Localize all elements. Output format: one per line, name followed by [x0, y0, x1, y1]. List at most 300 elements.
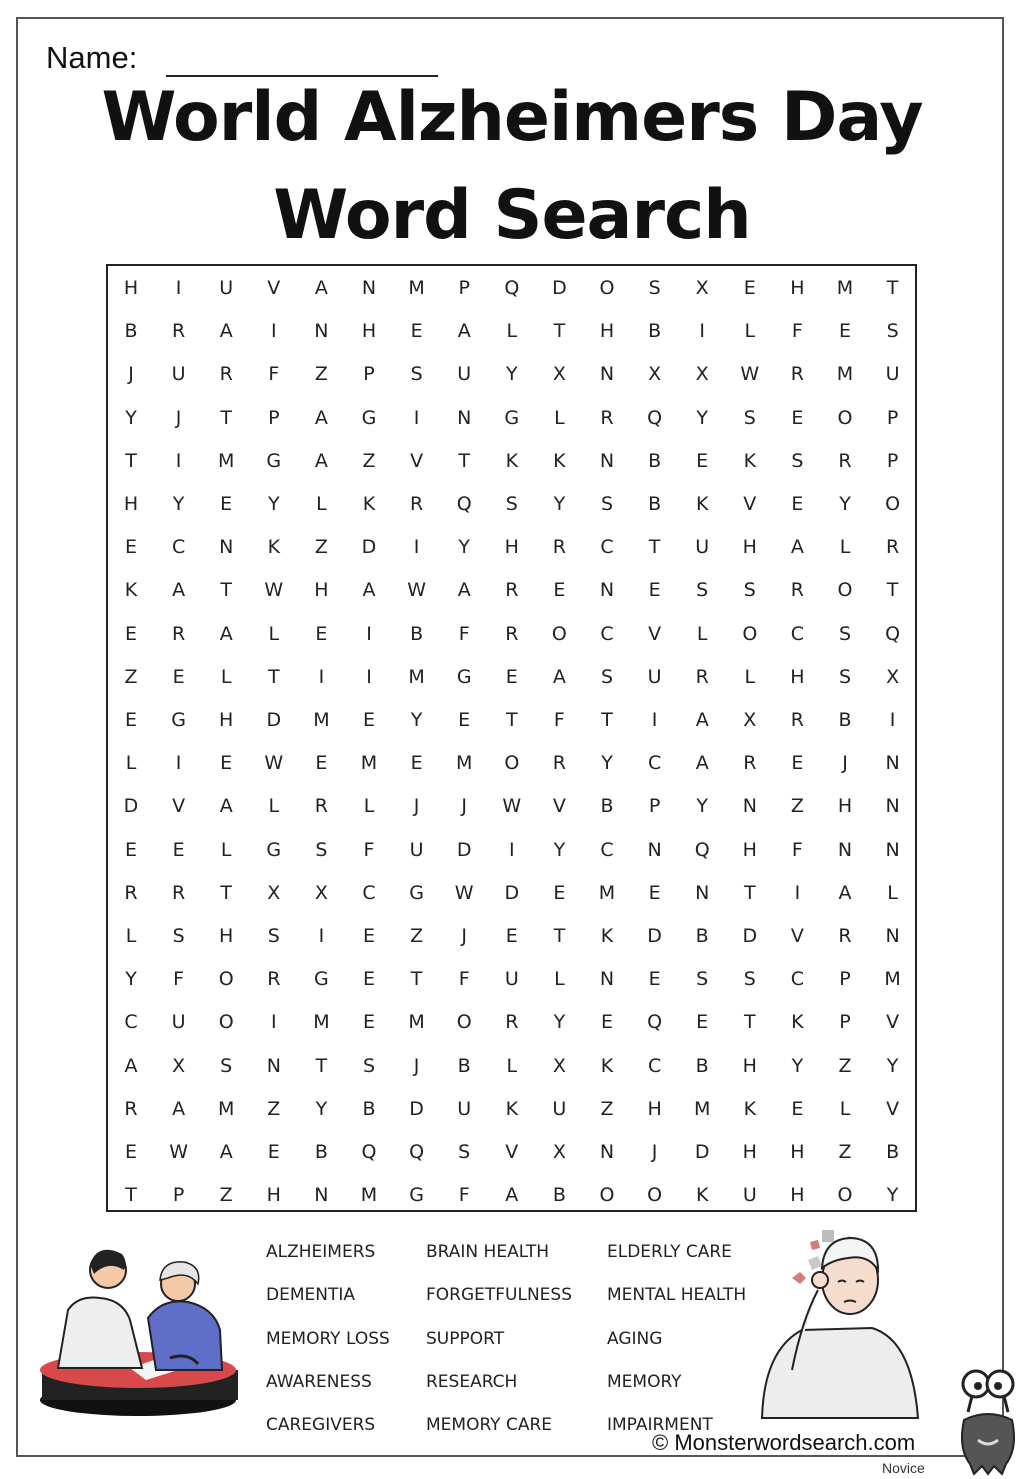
grid-letter[interactable]: Q — [885, 622, 901, 645]
grid-letter[interactable]: P — [268, 406, 280, 429]
grid-letter[interactable]: H — [790, 1184, 805, 1207]
grid-letter[interactable]: B — [886, 1141, 900, 1163]
grid-letter[interactable]: T — [125, 1184, 137, 1207]
grid-letter[interactable]: C — [600, 838, 614, 861]
grid-letter[interactable]: N — [266, 1054, 281, 1077]
grid-letter[interactable]: U — [171, 363, 186, 386]
grid-letter[interactable]: G — [361, 406, 377, 429]
grid-letter[interactable]: P — [886, 406, 899, 429]
grid-letter[interactable]: F — [791, 320, 803, 343]
grid-letter[interactable]: E — [362, 925, 375, 947]
grid-letter[interactable]: Y — [696, 795, 708, 818]
grid-letter[interactable]: B — [695, 1054, 709, 1077]
grid-letter[interactable]: N — [885, 752, 900, 775]
name-input-line[interactable] — [166, 75, 438, 77]
grid-letter[interactable]: I — [366, 622, 372, 645]
grid-letter[interactable]: S — [458, 1141, 471, 1163]
grid-letter[interactable]: H — [123, 493, 139, 515]
grid-letter[interactable]: W — [264, 579, 284, 602]
grid-letter[interactable]: S — [505, 493, 518, 515]
grid-letter[interactable]: V — [886, 1011, 900, 1034]
grid-letter[interactable]: W — [740, 363, 760, 386]
grid-letter[interactable]: E — [696, 449, 709, 472]
grid-letter[interactable]: S — [743, 968, 756, 991]
grid-letter[interactable]: S — [172, 925, 185, 947]
grid-letter[interactable]: T — [743, 1011, 756, 1034]
grid-letter[interactable]: S — [410, 363, 423, 386]
grid-letter[interactable]: R — [505, 579, 519, 602]
grid-letter[interactable]: H — [266, 1184, 281, 1207]
grid-letter[interactable]: T — [601, 709, 613, 731]
grid-letter[interactable]: C — [647, 752, 662, 775]
grid-letter[interactable]: O — [551, 622, 567, 645]
grid-letter[interactable]: D — [123, 795, 139, 818]
grid-letter[interactable]: E — [220, 493, 233, 515]
grid-letter[interactable]: Y — [553, 838, 566, 861]
grid-letter[interactable]: A — [314, 277, 328, 299]
grid-letter[interactable]: K — [505, 1097, 519, 1120]
grid-letter[interactable]: V — [886, 1097, 900, 1120]
grid-letter[interactable]: K — [791, 1011, 804, 1034]
grid-letter[interactable]: H — [361, 320, 377, 343]
grid-letter[interactable]: K — [600, 925, 614, 947]
grid-letter[interactable]: Z — [838, 1054, 852, 1077]
grid-letter[interactable]: H — [314, 579, 329, 602]
grid-letter[interactable]: N — [599, 449, 615, 472]
grid-letter[interactable]: E — [600, 1011, 613, 1034]
grid-letter[interactable]: D — [742, 925, 758, 947]
grid-letter[interactable]: M — [455, 752, 473, 775]
grid-letter[interactable]: E — [791, 752, 804, 775]
grid-letter[interactable]: K — [124, 579, 138, 602]
grid-letter[interactable]: O — [218, 1011, 234, 1034]
grid-letter[interactable]: T — [648, 536, 661, 559]
grid-letter[interactable]: E — [172, 665, 185, 688]
grid-letter[interactable]: L — [839, 536, 851, 559]
grid-letter[interactable]: Y — [267, 493, 280, 515]
grid-letter[interactable]: Y — [886, 1184, 899, 1207]
grid-letter[interactable]: X — [695, 363, 709, 386]
grid-letter[interactable]: Z — [314, 363, 328, 386]
grid-letter[interactable]: Q — [647, 406, 663, 429]
grid-letter[interactable]: L — [554, 406, 565, 429]
grid-letter[interactable]: Y — [125, 968, 137, 991]
grid-letter[interactable]: C — [362, 881, 376, 904]
grid-letter[interactable]: N — [647, 838, 662, 861]
grid-letter[interactable]: S — [267, 925, 280, 947]
grid-letter[interactable]: E — [553, 881, 566, 904]
grid-letter[interactable]: S — [743, 579, 756, 602]
grid-letter[interactable]: N — [837, 838, 853, 861]
grid-letter[interactable]: A — [505, 1184, 519, 1207]
grid-letter[interactable]: Q — [361, 1141, 377, 1163]
grid-letter[interactable]: U — [742, 1184, 757, 1207]
grid-letter[interactable]: I — [270, 320, 277, 343]
grid-letter[interactable]: Y — [553, 493, 566, 515]
grid-letter[interactable]: R — [790, 363, 804, 386]
grid-letter[interactable]: F — [173, 968, 185, 991]
grid-letter[interactable]: H — [504, 536, 519, 559]
grid-letter[interactable]: A — [457, 579, 471, 602]
grid-letter[interactable]: M — [313, 1011, 330, 1034]
grid-letter[interactable]: A — [172, 1097, 186, 1120]
grid-letter[interactable]: Y — [839, 493, 851, 515]
grid-letter[interactable]: S — [600, 493, 614, 515]
grid-letter[interactable]: Y — [125, 406, 137, 429]
grid-letter[interactable]: Y — [315, 1097, 328, 1120]
grid-letter[interactable]: I — [175, 449, 182, 472]
grid-letter[interactable]: O — [647, 1184, 663, 1207]
grid-letter[interactable]: J — [175, 406, 182, 429]
grid-letter[interactable]: B — [552, 1184, 566, 1207]
grid-letter[interactable]: X — [552, 363, 566, 386]
grid-letter[interactable]: N — [361, 277, 377, 299]
grid-letter[interactable]: T — [220, 881, 232, 904]
grid-letter[interactable]: S — [600, 665, 614, 688]
grid-letter[interactable]: L — [220, 838, 232, 861]
grid-letter[interactable]: T — [553, 320, 566, 343]
grid-letter[interactable]: R — [505, 622, 519, 645]
grid-letter[interactable]: B — [838, 709, 852, 731]
grid-letter[interactable]: F — [553, 709, 565, 731]
grid-letter[interactable]: R — [314, 795, 328, 818]
grid-letter[interactable]: I — [270, 1011, 277, 1034]
grid-letter[interactable]: U — [219, 277, 234, 299]
grid-letter[interactable]: Z — [124, 665, 138, 688]
grid-letter[interactable]: A — [172, 579, 186, 602]
grid-letter[interactable]: R — [505, 1011, 519, 1034]
grid-letter[interactable]: I — [508, 838, 515, 861]
grid-letter[interactable]: R — [790, 709, 804, 731]
grid-letter[interactable]: J — [651, 1141, 658, 1163]
grid-letter[interactable]: K — [362, 493, 376, 515]
grid-letter[interactable]: M — [693, 1097, 711, 1120]
grid-letter[interactable]: L — [506, 1054, 518, 1077]
grid-letter[interactable]: M — [884, 968, 901, 991]
grid-letter[interactable]: N — [599, 579, 615, 602]
grid-letter[interactable]: Y — [172, 493, 185, 515]
grid-letter[interactable]: Q — [456, 493, 472, 515]
grid-letter[interactable]: R — [790, 579, 804, 602]
grid-letter[interactable]: S — [362, 1054, 376, 1077]
grid-letter[interactable]: P — [839, 968, 851, 991]
grid-letter[interactable]: K — [743, 449, 757, 472]
grid-letter[interactable]: C — [647, 1054, 662, 1077]
grid-letter[interactable]: O — [837, 1184, 853, 1207]
grid-letter[interactable]: G — [314, 968, 329, 991]
grid-letter[interactable]: N — [695, 881, 710, 904]
grid-letter[interactable]: U — [552, 1097, 567, 1120]
grid-letter[interactable]: H — [837, 795, 853, 818]
grid-letter[interactable]: O — [742, 622, 758, 645]
grid-letter[interactable]: E — [124, 536, 137, 559]
grid-letter[interactable]: T — [125, 449, 137, 472]
grid-letter[interactable]: W — [454, 881, 474, 904]
grid-letter[interactable]: B — [124, 320, 138, 343]
grid-letter[interactable]: E — [124, 1141, 137, 1163]
grid-letter[interactable]: Y — [791, 1054, 804, 1077]
grid-letter[interactable]: Z — [314, 536, 328, 559]
grid-letter[interactable]: E — [648, 881, 661, 904]
grid-letter[interactable]: R — [171, 622, 186, 645]
grid-letter[interactable]: M — [836, 277, 854, 299]
grid-letter[interactable]: M — [217, 1097, 235, 1120]
grid-letter[interactable]: F — [458, 1184, 470, 1207]
grid-letter[interactable]: E — [505, 925, 518, 947]
grid-letter[interactable]: M — [408, 1011, 425, 1034]
grid-letter[interactable]: U — [647, 665, 662, 688]
grid-letter[interactable]: E — [410, 752, 423, 775]
grid-letter[interactable]: R — [124, 1097, 138, 1120]
grid-letter[interactable]: L — [839, 1097, 851, 1120]
grid-letter[interactable]: Z — [838, 1141, 852, 1163]
grid-letter[interactable]: E — [838, 320, 851, 343]
grid-letter[interactable]: A — [790, 536, 804, 559]
grid-letter[interactable]: B — [648, 449, 662, 472]
grid-letter[interactable]: I — [794, 881, 801, 904]
grid-letter[interactable]: K — [695, 1184, 709, 1207]
grid-letter[interactable]: B — [362, 1097, 376, 1120]
grid-letter[interactable]: A — [457, 320, 471, 343]
grid-letter[interactable]: S — [696, 968, 709, 991]
grid-letter[interactable]: Z — [410, 925, 424, 947]
grid-letter[interactable]: T — [505, 709, 518, 731]
grid-letter[interactable]: E — [172, 838, 185, 861]
grid-letter[interactable]: I — [318, 665, 325, 688]
grid-letter[interactable]: H — [599, 320, 615, 343]
grid-letter[interactable]: U — [457, 1097, 472, 1120]
grid-letter[interactable]: L — [744, 665, 756, 688]
grid-letter[interactable]: U — [171, 1011, 186, 1034]
grid-letter[interactable]: O — [456, 1011, 472, 1034]
grid-letter[interactable]: G — [456, 665, 472, 688]
grid-letter[interactable]: B — [457, 1054, 471, 1077]
grid-letter[interactable]: Y — [505, 363, 518, 386]
grid-letter[interactable]: P — [648, 795, 661, 818]
grid-letter[interactable]: X — [743, 709, 757, 731]
grid-letter[interactable]: L — [316, 493, 327, 515]
grid-letter[interactable]: E — [315, 622, 328, 645]
grid-letter[interactable]: S — [886, 320, 899, 343]
grid-letter[interactable]: N — [885, 838, 900, 861]
grid-letter[interactable]: P — [458, 277, 470, 299]
grid-letter[interactable]: U — [457, 363, 472, 386]
grid-letter[interactable]: P — [363, 363, 375, 386]
grid-letter[interactable]: M — [408, 277, 425, 299]
grid-letter[interactable]: O — [218, 968, 234, 991]
grid-letter[interactable]: S — [838, 622, 852, 645]
grid-letter[interactable]: P — [839, 1011, 851, 1034]
grid-letter[interactable]: X — [314, 881, 328, 904]
grid-letter[interactable]: E — [743, 277, 756, 299]
grid-letter[interactable]: H — [790, 665, 805, 688]
grid-letter[interactable]: L — [506, 320, 518, 343]
grid-letter[interactable]: W — [407, 579, 426, 602]
grid-letter[interactable]: F — [268, 363, 280, 386]
grid-letter[interactable]: D — [361, 536, 377, 559]
grid-letter[interactable]: I — [651, 709, 658, 731]
grid-letter[interactable]: E — [362, 1011, 375, 1034]
grid-letter[interactable]: N — [599, 1141, 615, 1163]
grid-letter[interactable]: L — [125, 752, 137, 775]
grid-letter[interactable]: G — [171, 709, 186, 731]
grid-letter[interactable]: K — [743, 1097, 757, 1120]
grid-letter[interactable]: Q — [409, 1141, 425, 1163]
grid-letter[interactable]: I — [889, 709, 896, 731]
grid-letter[interactable]: N — [742, 795, 757, 818]
grid-letter[interactable]: G — [266, 838, 282, 861]
grid-letter[interactable]: D — [409, 1097, 424, 1120]
grid-letter[interactable]: L — [363, 795, 375, 818]
grid-letter[interactable]: X — [695, 277, 709, 299]
grid-letter[interactable]: G — [409, 881, 424, 904]
grid-letter[interactable]: N — [314, 1184, 329, 1207]
grid-letter[interactable]: Q — [647, 1011, 663, 1034]
grid-letter[interactable]: R — [124, 881, 138, 904]
grid-letter[interactable]: B — [648, 493, 662, 515]
grid-letter[interactable]: M — [360, 752, 378, 775]
grid-letter[interactable]: F — [791, 838, 803, 861]
grid-letter[interactable]: Z — [267, 1097, 281, 1120]
grid-letter[interactable]: Y — [601, 752, 613, 775]
grid-letter[interactable]: T — [220, 579, 232, 602]
grid-letter[interactable]: S — [696, 579, 709, 602]
grid-letter[interactable]: D — [694, 1141, 710, 1163]
grid-letter[interactable]: R — [171, 881, 186, 904]
grid-letter[interactable]: Y — [553, 1011, 566, 1034]
grid-letter[interactable]: X — [172, 1054, 186, 1077]
grid-letter[interactable]: K — [505, 449, 519, 472]
grid-letter[interactable]: N — [885, 925, 900, 947]
grid-letter[interactable]: C — [790, 622, 805, 645]
grid-letter[interactable]: B — [410, 622, 424, 645]
grid-letter[interactable]: U — [409, 838, 424, 861]
grid-letter[interactable]: A — [552, 665, 566, 688]
grid-letter[interactable]: B — [695, 925, 709, 947]
grid-letter[interactable]: Y — [458, 536, 470, 559]
grid-letter[interactable]: F — [363, 838, 375, 861]
grid-letter[interactable]: E — [648, 968, 661, 991]
grid-letter[interactable]: R — [409, 493, 424, 515]
grid-letter[interactable]: R — [600, 406, 614, 429]
grid-letter[interactable]: E — [553, 579, 566, 602]
grid-letter[interactable]: E — [791, 493, 804, 515]
grid-letter[interactable]: Q — [694, 838, 710, 861]
grid-letter[interactable]: X — [552, 1141, 566, 1163]
grid-letter[interactable]: H — [123, 277, 139, 299]
grid-letter[interactable]: X — [552, 1054, 566, 1077]
grid-letter[interactable]: D — [266, 709, 282, 731]
grid-letter[interactable]: H — [742, 1054, 757, 1077]
grid-letter[interactable]: P — [886, 449, 899, 472]
grid-letter[interactable]: N — [457, 406, 472, 429]
grid-letter[interactable]: A — [219, 320, 233, 343]
grid-letter[interactable]: E — [505, 665, 518, 688]
grid-letter[interactable]: W — [502, 795, 522, 818]
grid-letter[interactable]: R — [552, 536, 566, 559]
grid-letter[interactable]: A — [314, 406, 328, 429]
grid-letter[interactable]: A — [124, 1054, 138, 1077]
grid-letter[interactable]: H — [790, 277, 805, 299]
grid-letter[interactable]: Y — [696, 406, 708, 429]
grid-letter[interactable]: T — [553, 925, 566, 947]
grid-letter[interactable]: B — [600, 795, 614, 818]
grid-letter[interactable]: S — [315, 838, 328, 861]
grid-letter[interactable]: J — [413, 1054, 420, 1077]
grid-letter[interactable]: F — [458, 968, 470, 991]
grid-letter[interactable]: E — [124, 838, 137, 861]
grid-letter[interactable]: T — [886, 579, 899, 602]
grid-letter[interactable]: S — [838, 665, 852, 688]
grid-letter[interactable]: I — [175, 752, 182, 775]
grid-letter[interactable]: Z — [790, 795, 804, 818]
grid-letter[interactable]: M — [360, 1184, 378, 1207]
grid-letter[interactable]: L — [744, 320, 756, 343]
grid-letter[interactable]: O — [599, 1184, 615, 1207]
grid-letter[interactable]: T — [410, 968, 423, 991]
grid-letter[interactable]: H — [790, 1141, 805, 1163]
grid-letter[interactable]: I — [413, 536, 420, 559]
grid-letter[interactable]: R — [838, 925, 852, 947]
grid-letter[interactable]: U — [695, 536, 710, 559]
grid-letter[interactable]: N — [314, 320, 329, 343]
grid-letter[interactable]: C — [600, 536, 614, 559]
grid-letter[interactable]: S — [220, 1054, 233, 1077]
grid-letter[interactable]: W — [169, 1141, 188, 1163]
grid-letter[interactable]: H — [742, 536, 757, 559]
grid-letter[interactable]: I — [699, 320, 705, 343]
grid-letter[interactable]: H — [647, 1097, 662, 1120]
grid-letter[interactable]: A — [695, 709, 709, 731]
grid-letter[interactable]: B — [648, 320, 662, 343]
grid-letter[interactable]: A — [695, 752, 709, 775]
grid-letter[interactable]: H — [742, 1141, 757, 1163]
grid-letter[interactable]: V — [552, 795, 566, 818]
grid-letter[interactable]: V — [648, 622, 662, 645]
grid-letter[interactable]: O — [885, 493, 901, 515]
grid-letter[interactable]: L — [268, 795, 280, 818]
grid-letter[interactable]: V — [410, 449, 424, 472]
grid-letter[interactable]: E — [315, 752, 328, 775]
grid-letter[interactable]: Q — [504, 277, 520, 299]
grid-letter[interactable]: F — [458, 622, 470, 645]
grid-letter[interactable]: N — [599, 363, 615, 386]
grid-letter[interactable]: R — [743, 752, 757, 775]
grid-letter[interactable]: A — [219, 1141, 233, 1163]
grid-letter[interactable]: X — [267, 881, 281, 904]
grid-letter[interactable]: E — [220, 752, 233, 775]
grid-letter[interactable]: A — [838, 881, 852, 904]
grid-letter[interactable]: E — [124, 622, 137, 645]
grid-letter[interactable]: V — [267, 277, 281, 299]
grid-letter[interactable]: K — [600, 1054, 614, 1077]
grid-letter[interactable]: G — [266, 449, 282, 472]
grid-letter[interactable]: Z — [219, 1184, 233, 1207]
grid-letter[interactable]: W — [264, 752, 284, 775]
grid-letter[interactable]: C — [790, 968, 805, 991]
grid-letter[interactable]: G — [409, 1184, 424, 1207]
grid-letter[interactable]: T — [220, 406, 232, 429]
grid-letter[interactable]: N — [219, 536, 234, 559]
grid-letter[interactable]: Z — [362, 449, 376, 472]
grid-letter[interactable]: R — [267, 968, 281, 991]
grid-letter[interactable]: Y — [410, 709, 423, 731]
grid-letter[interactable]: K — [553, 449, 566, 472]
grid-letter[interactable]: E — [648, 579, 661, 602]
grid-letter[interactable]: Z — [600, 1097, 614, 1120]
grid-letter[interactable]: E — [410, 320, 423, 343]
grid-letter[interactable]: L — [268, 622, 280, 645]
